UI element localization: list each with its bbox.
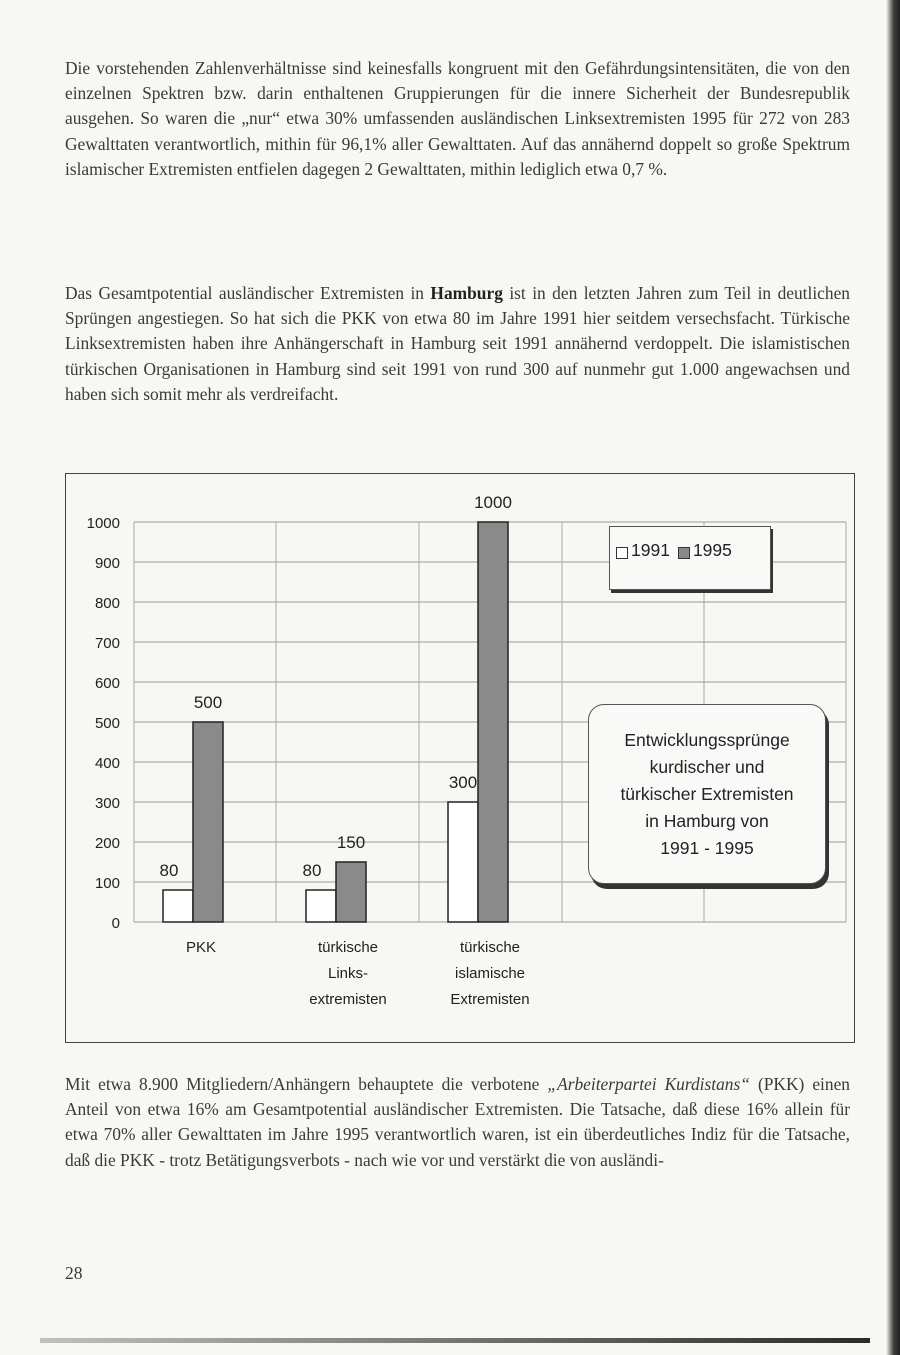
y-tick-label: 900: [94, 555, 120, 572]
legend-label-1991: 1991: [631, 540, 670, 560]
scan-bottom-line: [40, 1338, 870, 1343]
chart-annotation-text: [592, 727, 822, 862]
x-tick-label: PKK: [185, 939, 217, 956]
paragraph-3-text-b: (PKK) einen Anteil von etwa 16% am Gesamtpotential ausländischer Extremisten. Die Tatsache, daß diese 16% allein für etwa 70% aller Gewalttaten im Jahre 1995 verantwortlich waren, ist ein überdeutliches Indiz für die Tatsache, daß die PKK - trotz Betätigungsverbots - nach wie vor und verstärkt die von ausländi-: [65, 1074, 850, 1170]
y-tick-label: 400: [94, 755, 120, 772]
data-label: 80: [302, 861, 322, 880]
paragraph-2: [65, 281, 850, 407]
data-label: 1000: [474, 493, 512, 512]
y-tick-label: 600: [94, 675, 120, 692]
bar-1991-0: [163, 890, 193, 922]
y-tick-label: 700: [94, 635, 120, 652]
y-tick-label: 0: [111, 915, 120, 932]
bar-1995-2: [478, 522, 508, 922]
bar-1995-1: [336, 862, 366, 922]
paragraph-3-text-a: Mit etwa 8.900 Mitgliedern/Anhängern behauptete die verbotene: [65, 1074, 548, 1094]
legend-item-1995: [678, 540, 732, 561]
paragraph-2-text-a: Das Gesamtpotential ausländischer Extremisten in: [65, 283, 431, 303]
data-label: 80: [159, 861, 179, 880]
annotation-line-4: in Hamburg von: [645, 810, 769, 831]
bar-1991-1: [306, 890, 336, 922]
y-tick-label: 800: [94, 595, 120, 612]
chart-legend: [609, 526, 771, 590]
y-tick-label: 500: [94, 715, 120, 732]
data-label: 150: [336, 833, 366, 852]
annotation-line-1: Entwicklungssprünge: [624, 729, 790, 750]
annotation-line-5: 1991 - 1995: [660, 837, 754, 858]
y-tick-label: 300: [94, 795, 120, 812]
y-tick-label: 1000: [86, 515, 120, 532]
paragraph-3: [65, 1072, 850, 1173]
x-tick-label: türkische: [317, 939, 379, 956]
y-tick-label: 200: [94, 835, 120, 852]
y-tick-label: 100: [94, 875, 120, 892]
annotation-line-3: türkischer Extremisten: [620, 783, 794, 804]
x-tick-label: extremisten: [309, 991, 387, 1008]
data-label: 300: [448, 773, 478, 792]
legend-label-1995: 1995: [692, 540, 732, 560]
legend-swatch-1995: [678, 547, 690, 559]
x-tick-label: Extremisten: [450, 991, 530, 1008]
bar-1995-0: [193, 722, 223, 922]
legend-item-1991: [616, 540, 670, 561]
x-tick-label: Links-: [327, 965, 369, 982]
paragraph-3-italic: „Arbeiterpartei Kurdistans“: [547, 1074, 750, 1094]
page-edge-shadow: [886, 0, 900, 1355]
x-tick-label: islamische: [454, 965, 526, 982]
paragraph-2-text-b: ist in den letzten Jahren zum Teil in deutlichen Sprüngen angestiegen. So hat sich die PKK von etwa 80 im Jahre 1991 hier seitdem versechsfacht. Türkische Linksextremisten haben ihre Anhängerschaft in Hamburg seit 1991 annähernd verdoppelt. Die islamistischen türkischen Organisationen in Hamburg sind seit 1991 von rund 300 auf nunmehr gut 1.000 angewachsen und haben sich somit mehr als verdreifacht.: [65, 283, 851, 404]
bar-1991-2: [448, 802, 478, 922]
annotation-line-2: kurdischer und: [649, 756, 765, 777]
legend-swatch-1991: [616, 547, 628, 559]
paragraph-1: Die vorstehenden Zahlenverhältnisse sind keinesfalls kongruent mit den Gefährdungsintensitäten, die von den einzelnen Spektren bzw. darin enthaltenen Gruppierungen für die innere Sicherheit der Bundesrepublik ausgehen. So waren die „nur“ etwa 30% umfassenden ausländischen Linksextremisten 1995 für 272 von 283 Gewalttaten verantwortlich, mithin für 96,1% aller Gewalttaten. Auf das annähernd doppelt so große Spektrum islamischer Extremisten entfielen dagegen 2 Gewalttaten, mithin lediglich etwa 0,7 %.: [65, 58, 850, 179]
page-number: 28: [65, 1263, 83, 1283]
x-tick-label: türkische: [459, 939, 521, 956]
paragraph-2-bold: Hamburg: [430, 283, 503, 303]
data-label: 500: [193, 693, 223, 712]
chart-annotation-box: [588, 704, 826, 884]
